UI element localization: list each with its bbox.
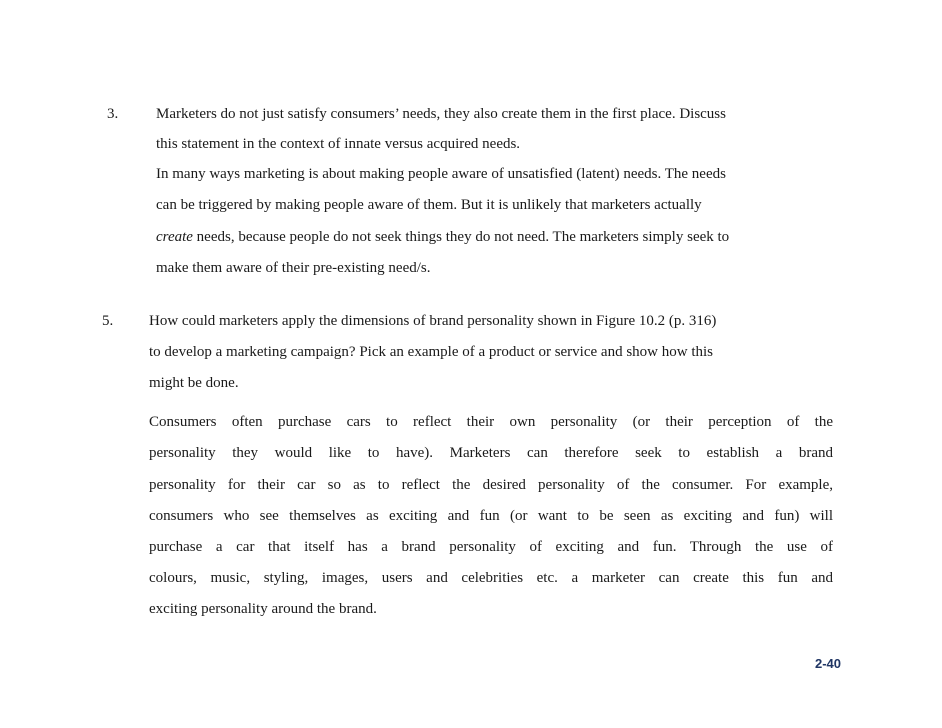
question-3-text-line-2: this statement in the context of innate versus acquired needs. [156, 136, 521, 152]
question-5-number: 5. [102, 313, 114, 329]
question-5-answer-line-3: personality for their car so as to reflect the desired personality of the consumer. For example, [149, 477, 833, 493]
question-5-answer-line-7: exciting personality around the brand. [149, 601, 377, 617]
question-5-text-line-3: might be done. [149, 375, 239, 391]
page-number: 2-40 [814, 656, 841, 671]
answer-line-3-rest: needs, because people do not seek things they do not need. The marketers simply seek to [192, 229, 730, 245]
question-5-answer-line-2: personality they would like to have). Marketers can therefore seek to establish a brand [149, 445, 833, 461]
question-3-answer-line-3 [156, 227, 729, 247]
question-3-answer-line-1: In many ways marketing is about making people aware of unsatisfied (latent) needs. The needs [156, 166, 726, 182]
question-5-text-line-2: to develop a marketing campaign? Pick an example of a product or service and show how this [149, 344, 713, 360]
question-3-number: 3. [107, 106, 119, 122]
question-3-answer-line-2: can be triggered by making people aware of them. But it is unlikely that marketers actually [156, 197, 702, 213]
question-3-text-line-1: Marketers do not just satisfy consumers’ needs, they also create them in the first place. Discuss [156, 106, 726, 122]
question-5-text-line-1: How could marketers apply the dimensions of brand personality shown in Figure 10.2 (p. 316) [149, 313, 717, 329]
question-5-answer-line-1: Consumers often purchase cars to reflect their own personality (or their perception of the [149, 414, 833, 430]
question-3-answer-line-4: make them aware of their pre-existing need/s. [156, 260, 431, 276]
question-5-answer-line-4: consumers who see themselves as exciting and fun (or want to be seen as exciting and fun) will [149, 508, 833, 524]
question-5-answer-line-6: colours, music, styling, images, users and celebrities etc. a marketer can create this fun and [149, 570, 833, 586]
italic-create: create [156, 229, 193, 245]
question-5-answer-line-5: purchase a car that itself has a brand personality of exciting and fun. Through the use of [149, 539, 833, 555]
